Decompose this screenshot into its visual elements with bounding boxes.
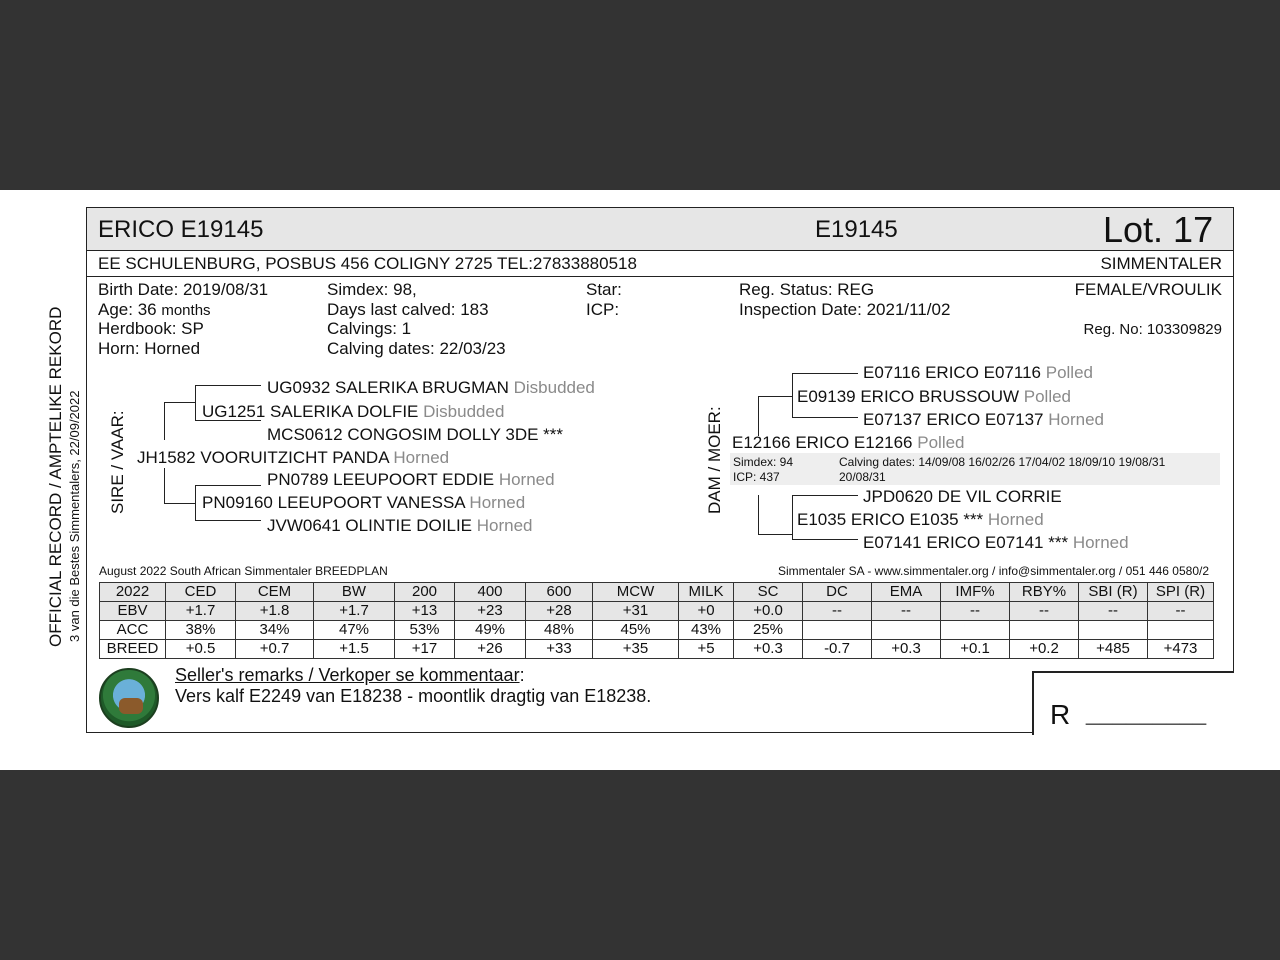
breedplan-ebv-row	[100, 602, 1214, 621]
price-blank[interactable]: _________	[1086, 699, 1207, 726]
table-cell: +35	[593, 640, 679, 659]
official-record-label: OFFICIAL RECORD / AMPTELIKE REKORD	[46, 306, 65, 647]
age-value: Age: 36	[98, 300, 157, 319]
table-cell: CED	[166, 583, 236, 602]
birth-date: Birth Date: 2019/08/31	[98, 280, 269, 299]
pedigree-sd: PN09160 LEEUPOORT VANESSA Horned	[202, 493, 526, 512]
lot-number: Lot. 17	[1103, 209, 1214, 250]
table-cell: +1.8	[236, 602, 314, 621]
table-cell: +13	[395, 602, 455, 621]
price-box[interactable]	[1032, 671, 1234, 735]
reg-status: Reg. Status: REG	[739, 280, 875, 299]
table-cell: 49%	[455, 621, 526, 640]
breedplan-acc-row	[100, 621, 1214, 640]
dam-label: DAM / MOER:	[705, 406, 724, 514]
table-cell: 400	[455, 583, 526, 602]
dam-simdex: Simdex: 94	[733, 455, 794, 469]
table-cell: +0.7	[236, 640, 314, 659]
table-cell: +0.3	[734, 640, 803, 659]
pedigree-ddd: E07141 ERICO E07141 *** Horned	[863, 533, 1129, 552]
table-cell	[1079, 621, 1148, 640]
icp: ICP:	[586, 300, 620, 319]
table-cell: +1.7	[314, 602, 395, 621]
simmentaler-logo	[99, 668, 159, 728]
table-cell	[941, 621, 1010, 640]
table-cell: 47%	[314, 621, 395, 640]
breedplan-header-row	[100, 583, 1214, 602]
table-cell	[1148, 621, 1214, 640]
dam-calving-dates: Calving dates: 14/09/08 16/02/26 17/04/02 18/09/10 19/08/31	[839, 455, 1166, 469]
breedplan-source: August 2022 South African Simmentaler BREEDPLAN	[99, 564, 388, 578]
table-cell	[803, 621, 872, 640]
horn-status: Horn: Horned	[98, 339, 201, 358]
table-cell	[1010, 621, 1079, 640]
pedigree-dsd: E07137 ERICO E07137 Horned	[863, 410, 1105, 429]
table-cell: +33	[526, 640, 593, 659]
table-cell: 34%	[236, 621, 314, 640]
days-last-calved: Days last calved: 183	[327, 300, 489, 319]
herdbook: Herdbook: SP	[98, 319, 204, 338]
animal-name: ERICO E19145	[98, 216, 264, 243]
table-cell: +0.5	[166, 640, 236, 659]
reg-number: Reg. No: 103309829	[1083, 321, 1222, 338]
table-cell: --	[941, 602, 1010, 621]
table-cell	[872, 621, 941, 640]
table-cell: MCW	[593, 583, 679, 602]
calvings: Calvings: 1	[327, 319, 412, 338]
pedigree-sss: UG0932 SALERIKA BRUGMAN Disbudded	[267, 378, 595, 397]
table-cell: BREED	[100, 640, 166, 659]
pedigree-ds: E09139 ERICO BRUSSOUW Polled	[797, 387, 1072, 406]
table-cell: +17	[395, 640, 455, 659]
table-cell: 43%	[679, 621, 734, 640]
header-bar	[87, 208, 1233, 251]
pedigree-sds: PN0789 LEEUPOORT EDDIE Horned	[267, 470, 555, 489]
dam-icp: ICP: 437	[733, 470, 780, 484]
pedigree-dam: E12166 ERICO E12166 Polled	[732, 433, 965, 452]
table-cell: BW	[314, 583, 395, 602]
table-cell: 53%	[395, 621, 455, 640]
table-cell: 600	[526, 583, 593, 602]
breed-name: SIMMENTALER	[1100, 254, 1222, 273]
source-date-label: 3 van die Bestes Simmentalers, 22/09/2022	[67, 390, 82, 642]
age	[98, 300, 211, 320]
table-cell: +485	[1079, 640, 1148, 659]
breedplan-breed-row	[100, 640, 1214, 659]
table-cell: --	[803, 602, 872, 621]
pedigree-sdd: JVW0641 OLINTIE DOILIE Horned	[267, 516, 533, 535]
table-cell: -0.7	[803, 640, 872, 659]
animal-id: E19145	[815, 216, 898, 243]
table-cell: +1.5	[314, 640, 395, 659]
table-cell: EBV	[100, 602, 166, 621]
pedigree-ssd: MCS0612 CONGOSIM DOLLY 3DE ***	[267, 425, 564, 444]
table-cell: SBI (R)	[1079, 583, 1148, 602]
table-cell: +0.3	[872, 640, 941, 659]
table-cell: --	[1148, 602, 1214, 621]
pedigree-ss: UG1251 SALERIKA DOLFIE Disbudded	[202, 402, 505, 421]
star: Star:	[586, 280, 622, 299]
age-unit: months	[161, 302, 211, 319]
pedigree-dds: JPD0620 DE VIL CORRIE	[863, 487, 1062, 506]
owner-address: EE SCHULENBURG, POSBUS 456 COLIGNY 2725 TEL:27833880518	[98, 254, 637, 273]
remarks-title: Seller's remarks / Verkoper se kommentaar:	[175, 665, 525, 685]
table-cell: 38%	[166, 621, 236, 640]
table-cell: +0.0	[734, 602, 803, 621]
table-cell: +0	[679, 602, 734, 621]
pedigree-dd: E1035 ERICO E1035 *** Horned	[797, 510, 1044, 529]
lot-sheet	[0, 190, 1280, 770]
table-cell: IMF%	[941, 583, 1010, 602]
table-cell: +28	[526, 602, 593, 621]
table-cell: ACC	[100, 621, 166, 640]
table-cell: +473	[1148, 640, 1214, 659]
sire-label: SIRE / VAAR:	[108, 410, 127, 514]
table-cell: +1.7	[166, 602, 236, 621]
pedigree-sire: JH1582 VOORUITZICHT PANDA Horned	[137, 448, 450, 467]
table-cell: 2022	[100, 583, 166, 602]
table-cell: RBY%	[1010, 583, 1079, 602]
simdex: Simdex: 98,	[327, 280, 417, 299]
calving-dates: Calving dates: 22/03/23	[327, 339, 506, 358]
sex: FEMALE/VROULIK	[1074, 280, 1222, 299]
table-cell: --	[1010, 602, 1079, 621]
pedigree-dss: E07116 ERICO E07116 Polled	[863, 363, 1093, 382]
table-cell: MILK	[679, 583, 734, 602]
breedplan-contact: Simmentaler SA - www.simmentaler.org / info@simmentaler.org / 051 446 0580/2	[777, 564, 1209, 578]
table-cell: +26	[455, 640, 526, 659]
table-cell: +0.1	[941, 640, 1010, 659]
table-cell: 45%	[593, 621, 679, 640]
table-cell: CEM	[236, 583, 314, 602]
table-cell: 200	[395, 583, 455, 602]
table-cell: SC	[734, 583, 803, 602]
table-cell: SPI (R)	[1148, 583, 1214, 602]
table-cell: +5	[679, 640, 734, 659]
table-cell: --	[1079, 602, 1148, 621]
table-cell: +31	[593, 602, 679, 621]
table-cell: 25%	[734, 621, 803, 640]
price-label: R	[1050, 699, 1071, 730]
table-cell: +0.2	[1010, 640, 1079, 659]
owner-bar	[87, 251, 1233, 277]
table-cell: --	[872, 602, 941, 621]
inspection-date: Inspection Date: 2021/11/02	[739, 300, 951, 319]
remarks-text: Vers kalf E2249 van E18238 - moontlik dragtig van E18238.	[175, 686, 652, 706]
table-cell: DC	[803, 583, 872, 602]
table-cell: 48%	[526, 621, 593, 640]
table-cell: EMA	[872, 583, 941, 602]
breedplan-table	[99, 582, 1214, 659]
table-cell: +23	[455, 602, 526, 621]
dam-calving-dates-cont: 20/08/31	[839, 470, 886, 484]
lot-card	[86, 207, 1234, 733]
